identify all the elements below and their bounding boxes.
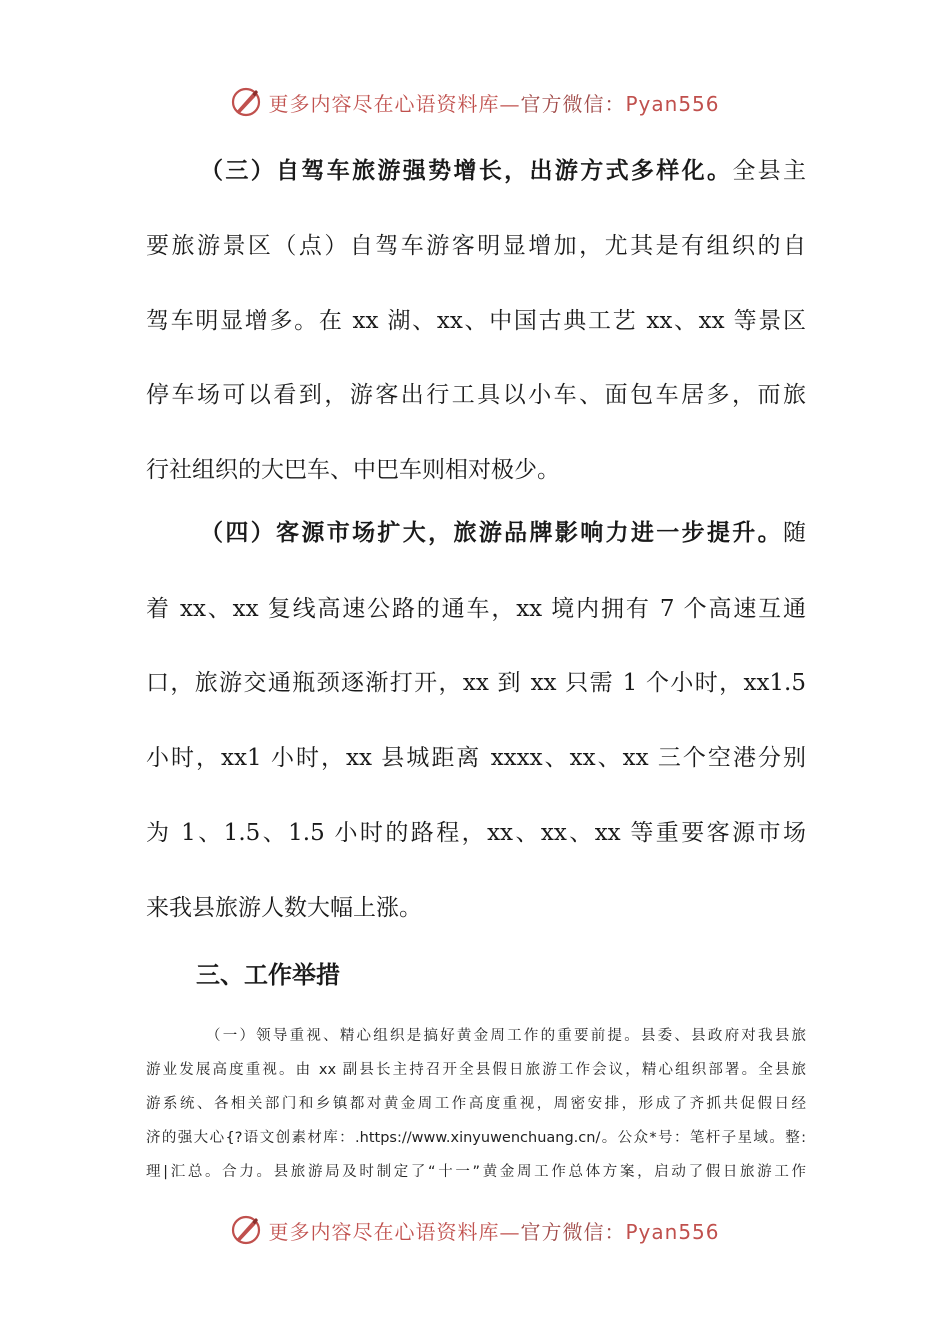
paragraph4-line-3: 口，旅游交通瓶颈逐渐打开，xx 到 xx 只需 1 个小时，xx1.5: [146, 670, 806, 696]
measures-line-4: 济的强大心{?语文创素材库：.https://www.xinyuwenchuang.cn/。公众*号：笔杆子星域。整:: [146, 1130, 806, 1146]
paragraph3-heading: （三）自驾车旅游强势增长，出游方式多样化。: [200, 157, 733, 184]
pen-logo-icon: [230, 1214, 262, 1246]
paragraph3-line-1-text: 全县主: [732, 158, 807, 184]
measures-line-5: 理|汇总。合力。县旅游局及时制定了“十一”黄金周工作总体方案，启动了假日旅游工作: [146, 1164, 806, 1180]
watermark-dash: —: [499, 91, 521, 116]
paragraph4-line-5: 为 1、1.5、1.5 小时的路程，xx、xx、xx 等重要客源市场: [146, 820, 806, 846]
pen-logo-icon: [230, 86, 262, 118]
watermark-wechat-label: 官方微信：: [520, 1219, 626, 1244]
measures-line-2: 游业发展高度重视。由 xx 副县长主持召开全县假日旅游工作会议，精心组织部署。全县旅: [146, 1062, 806, 1078]
watermark-header: [0, 82, 950, 122]
paragraph4-line-1: [200, 518, 806, 548]
measures-line-3: 游系统、各相关部门和乡镇都对黄金周工作高度重视，周密安排，形成了齐抓共促假日经: [146, 1096, 806, 1112]
section-title: 三、工作举措: [196, 961, 340, 989]
paragraph3-line-2: 要旅游景区（点）自驾车游客明显增加，尤其是有组织的自: [146, 233, 806, 259]
paragraph3-line-1: [200, 156, 806, 186]
watermark-footer: [0, 1210, 950, 1250]
watermark-wechat-label: 官方微信：: [520, 91, 626, 116]
measures-line-1: （一）领导重视、精心组织是搞好黄金周工作的重要前提。县委、县政府对我县旅: [206, 1028, 806, 1044]
paragraph4-line-1-text: 随: [783, 520, 806, 546]
watermark-brand: 更多内容尽在心语资料库: [268, 91, 500, 116]
paragraph3-line-4: 停车场可以看到，游客出行工具以小车、面包车居多，而旅: [146, 382, 806, 408]
watermark-dash: —: [499, 1219, 521, 1244]
paragraph4-line-2: 着 xx、xx 复线高速公路的通车，xx 境内拥有 7 个高速互通: [146, 596, 806, 622]
watermark-brand: 更多内容尽在心语资料库: [268, 1219, 500, 1244]
watermark-text: [268, 88, 719, 117]
paragraph3-line-3: 驾车明显增多。在 xx 湖、xx、中国古典工艺 xx、xx 等景区: [146, 308, 806, 334]
watermark-wechat-id: Pyan556: [625, 91, 720, 116]
paragraph4-line-4: 小时，xx1 小时，xx 县城距离 xxxx、xx、xx 三个空港分别: [146, 745, 806, 771]
watermark-wechat-id: Pyan556: [625, 1219, 720, 1244]
paragraph3-line-5: 行社组织的大巴车、中巴车则相对极少。: [146, 457, 560, 483]
watermark-text: [268, 1216, 719, 1245]
paragraph4-line-6: 来我县旅游人数大幅上涨。: [146, 895, 422, 921]
paragraph4-heading: （四）客源市场扩大，旅游品牌影响力进一步提升。: [200, 519, 783, 546]
